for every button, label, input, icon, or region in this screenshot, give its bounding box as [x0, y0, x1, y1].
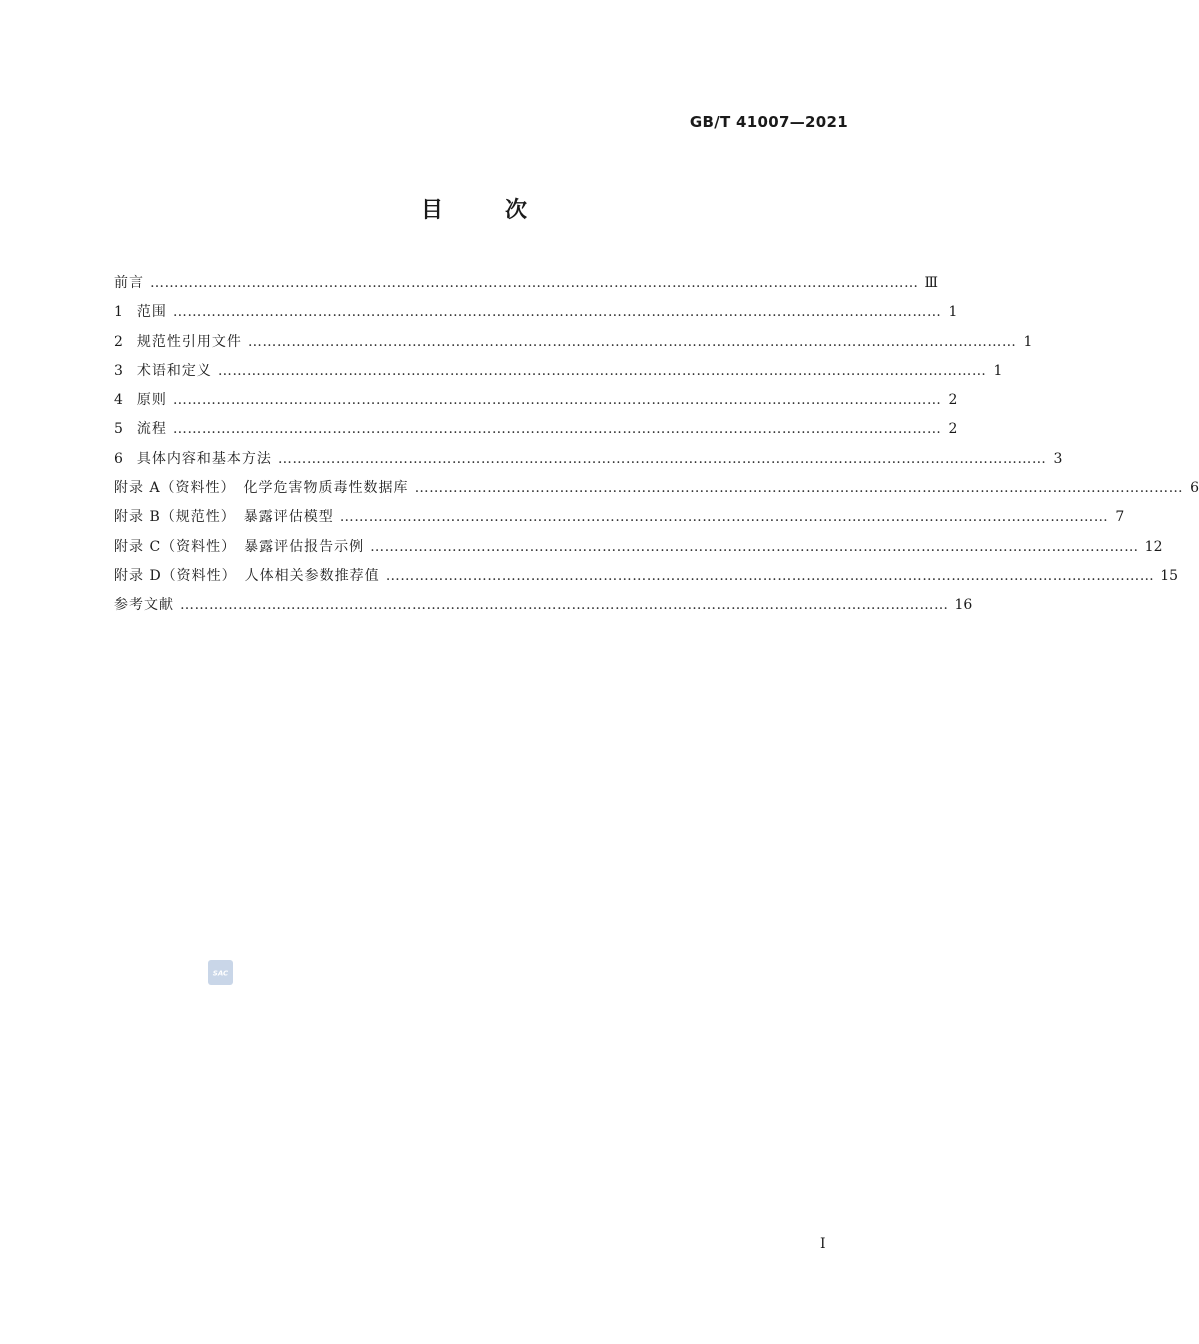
toc-leader-dots: …………………………………………………………………………………………………………………………………………… [180, 597, 949, 614]
toc-entry-page: Ⅲ [924, 275, 939, 291]
toc-entry-number: 3 [114, 362, 123, 379]
toc-entry-label: 附录 B（规范性） 暴露评估模型 [114, 509, 334, 526]
toc-entry-page: 2 [948, 392, 958, 409]
toc-entry[interactable] [114, 477, 1199, 506]
toc-leader-dots: …………………………………………………………………………………………………………………………………………… [150, 275, 919, 291]
toc-leader-dots: …………………………………………………………………………………………………………………………………………… [172, 304, 942, 321]
logo-text: SAC [212, 969, 229, 978]
standard-number: GB/T 41007—2021 [689, 113, 848, 131]
toc-entry-page: 1 [1023, 333, 1033, 350]
toc-entry-number: 5 [114, 421, 123, 438]
toc-entry-label: 1 范围 [114, 304, 167, 321]
toc-entry-label: 参考文献 [114, 597, 174, 614]
toc-entry-number: 2 [114, 333, 123, 350]
toc-entry[interactable] [114, 565, 1179, 594]
toc-entry-page: 16 [954, 597, 973, 614]
table-of-contents [114, 272, 1199, 624]
toc-entry[interactable] [114, 448, 1063, 477]
toc-entry-label: 5 流程 [114, 421, 167, 438]
toc-leader-dots: …………………………………………………………………………………………………………………………………………… [172, 421, 942, 438]
toc-entry[interactable] [114, 418, 958, 447]
toc-entry-page: 1 [948, 304, 958, 321]
toc-entry-page: 15 [1160, 567, 1179, 584]
toc-entry-number: 1 [114, 304, 123, 321]
toc-entry[interactable] [114, 272, 939, 301]
toc-entry-label: 附录 A（资料性） 化学危害物质毒性数据库 [114, 480, 409, 497]
toc-entry-number: 6 [114, 450, 123, 467]
toc-leader-dots: …………………………………………………………………………………………………………………………………………… [385, 567, 1155, 584]
toc-entry[interactable] [114, 301, 958, 330]
toc-entry-page: 6 [1190, 480, 1199, 497]
toc-entry-label: 2 规范性引用文件 [114, 333, 242, 350]
toc-entry[interactable] [114, 506, 1125, 535]
toc-entry-label: 附录 C（资料性） 暴露评估报告示例 [114, 538, 365, 555]
toc-entry-number: 4 [114, 392, 123, 409]
page-title [0, 193, 950, 224]
toc-entry[interactable] [114, 389, 958, 418]
toc-entry-page: 3 [1053, 450, 1063, 467]
toc-entry-page: 7 [1115, 509, 1125, 526]
toc-leader-dots: …………………………………………………………………………………………………………………………………………… [339, 509, 1109, 526]
toc-leader-dots: …………………………………………………………………………………………………………………………………………… [172, 392, 942, 409]
page-number: I [820, 1236, 826, 1252]
title-char-2: 次 [505, 198, 530, 223]
toc-entry-label: 6 具体内容和基本方法 [114, 450, 272, 467]
toc-leader-dots: …………………………………………………………………………………………………………………………………………… [414, 480, 1184, 497]
toc-entry-page: 1 [993, 362, 1003, 379]
toc-entry-label: 附录 D（资料性） 人体相关参数推荐值 [114, 567, 380, 584]
toc-leader-dots: …………………………………………………………………………………………………………………………………………… [370, 538, 1139, 555]
toc-entry-page: 12 [1144, 538, 1163, 555]
sac-logo-icon [208, 960, 233, 985]
toc-entry-label: 4 原则 [114, 392, 167, 409]
toc-entry[interactable] [114, 331, 1033, 360]
toc-entry-label: 3 术语和定义 [114, 362, 212, 379]
title-char-1: 目 [420, 198, 445, 223]
toc-leader-dots: …………………………………………………………………………………………………………………………………………… [277, 450, 1047, 467]
toc-entry-page: 2 [948, 421, 958, 438]
toc-entry[interactable] [114, 536, 1163, 565]
toc-leader-dots: …………………………………………………………………………………………………………………………………………… [247, 333, 1017, 350]
toc-entry-label: 前言 [114, 275, 144, 291]
toc-entry[interactable] [114, 594, 973, 623]
toc-leader-dots: …………………………………………………………………………………………………………………………………………… [217, 362, 987, 379]
toc-entry[interactable] [114, 360, 1003, 389]
